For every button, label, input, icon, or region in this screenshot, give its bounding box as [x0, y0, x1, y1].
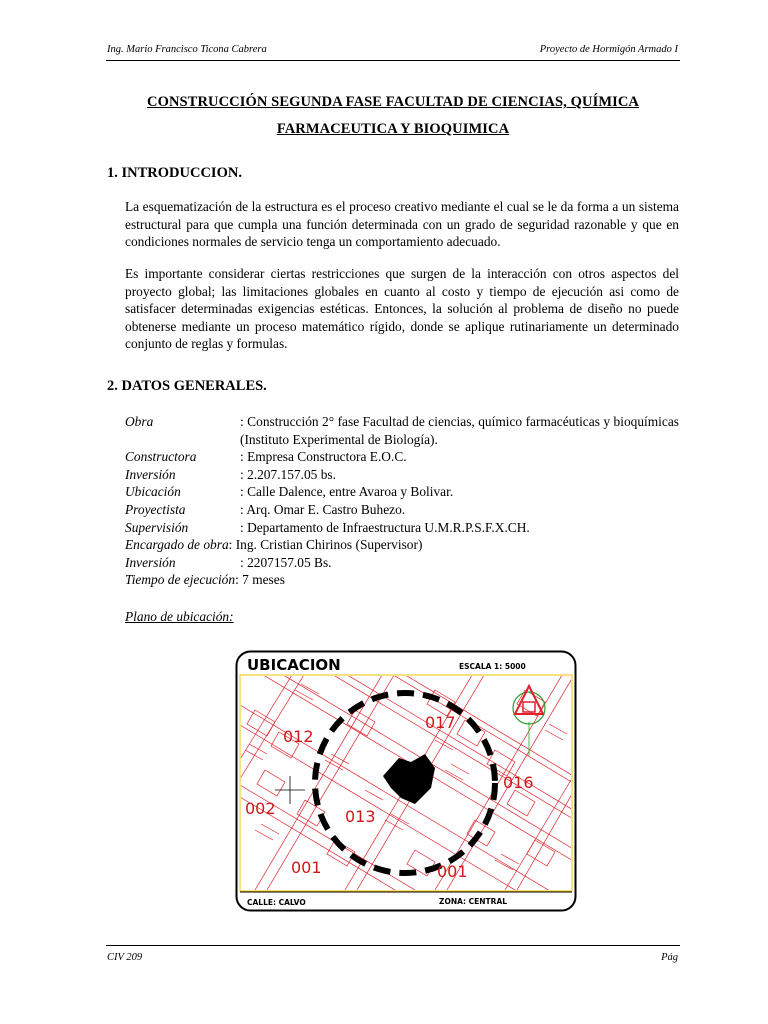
header-rule: [106, 60, 680, 61]
general-data-list: [125, 413, 679, 589]
data-label: Tiempo de ejecución: [125, 572, 236, 588]
intro-paragraph-2: Es importante considerar ciertas restricciones que surgen de la interacción con otros aspectos del proyecto global; las limitaciones globales en cuanto al costo y tiempo de ejecución asi como de satisfacer determinadas exigencias estéticas. Entonces, la solución al problema de diseño no puede obtenerse mediante un proceso matemático rígido, donde se aplique rutinariamente un determinado conjunto de reglas y formulas.: [125, 266, 679, 352]
data-value: : Arq. Omar E. Castro Buhezo.: [240, 501, 406, 517]
block-label-017: 017: [425, 713, 456, 732]
intro-paragraph-1: La esquematización de la estructura es el proceso creativo mediante el cual se le da forma a un sistema estructural para que cumpla una función determinada con un grado de seguridad razonable y que en condiciones normales de servicio tenga un comportamiento adecuado.: [125, 199, 679, 250]
block-label-012: 012: [283, 727, 314, 746]
data-value: : 2.207.157.05 bs.: [240, 466, 336, 482]
data-label: Proyectista: [125, 501, 186, 517]
document-title-line1: CONSTRUCCIÓN SEGUNDA FASE FACULTAD DE CIENCIAS, QUÍMICA: [147, 94, 639, 110]
data-value: : Departamento de Infraestructura U.M.R.P.S.F.X.CH.: [240, 519, 530, 535]
footer-course: CIV 209: [107, 952, 143, 963]
map-title: UBICACION: [247, 656, 341, 674]
data-value: : Construcción 2° fase Facultad de ciencias, químico farmacéuticas y bioquímicas (Instituto Experimental de Biología).: [240, 414, 679, 447]
data-row-inversion: [125, 466, 679, 484]
data-value: : Calle Dalence, entre Avaroa y Bolivar.: [240, 484, 454, 500]
header-project: Proyecto de Hormigón Armado I: [539, 44, 678, 55]
block-label-001-left: 001: [291, 858, 322, 877]
footer-rule: [106, 945, 680, 946]
data-label: Obra: [125, 414, 154, 429]
location-map: [235, 650, 577, 912]
data-row-ubicacion: [125, 483, 679, 501]
data-row-supervision: [125, 519, 679, 537]
data-row-encargado: [125, 536, 679, 554]
data-label: Inversión: [125, 466, 176, 482]
block-label-001-right: 001: [437, 862, 468, 881]
block-label-013: 013: [345, 807, 376, 826]
data-value: : Ing. Cristian Chirinos (Supervisor): [228, 537, 423, 553]
data-row-proyectista: [125, 501, 679, 519]
data-label: Inversión: [125, 554, 176, 570]
plano-ubicacion-label: Plano de ubicación:: [125, 609, 234, 624]
data-label: Ubicación: [125, 484, 181, 500]
data-row-constructora: [125, 448, 679, 466]
map-scale: ESCALA 1: 5000: [459, 662, 526, 671]
section-heading-datos-generales: 2. DATOS GENERALES.: [107, 378, 267, 394]
block-label-002: 002: [245, 799, 276, 818]
map-street: CALLE: CALVO: [247, 898, 306, 907]
footer-page: Pág: [661, 952, 678, 963]
data-row-inversion-2: [125, 554, 679, 572]
section-heading-introduccion: 1. INTRODUCCION.: [107, 165, 242, 181]
data-value: : 7 meses: [235, 572, 285, 588]
data-row-obra: [125, 413, 679, 448]
document-title-line2: FARMACEUTICA Y BIOQUIMICA: [276, 121, 510, 137]
data-value: : 2207157.05 Bs.: [240, 554, 332, 570]
data-row-tiempo: [125, 571, 679, 589]
data-label: Supervisión: [125, 519, 189, 535]
data-label: Constructora: [125, 449, 197, 465]
map-zone: ZONA: CENTRAL: [439, 897, 508, 906]
block-label-016: 016: [503, 773, 534, 792]
data-value: : Empresa Constructora E.O.C.: [240, 449, 407, 465]
data-label: Encargado de obra: [125, 537, 229, 553]
header-author: Ing. Mario Francisco Ticona Cabrera: [107, 44, 267, 55]
